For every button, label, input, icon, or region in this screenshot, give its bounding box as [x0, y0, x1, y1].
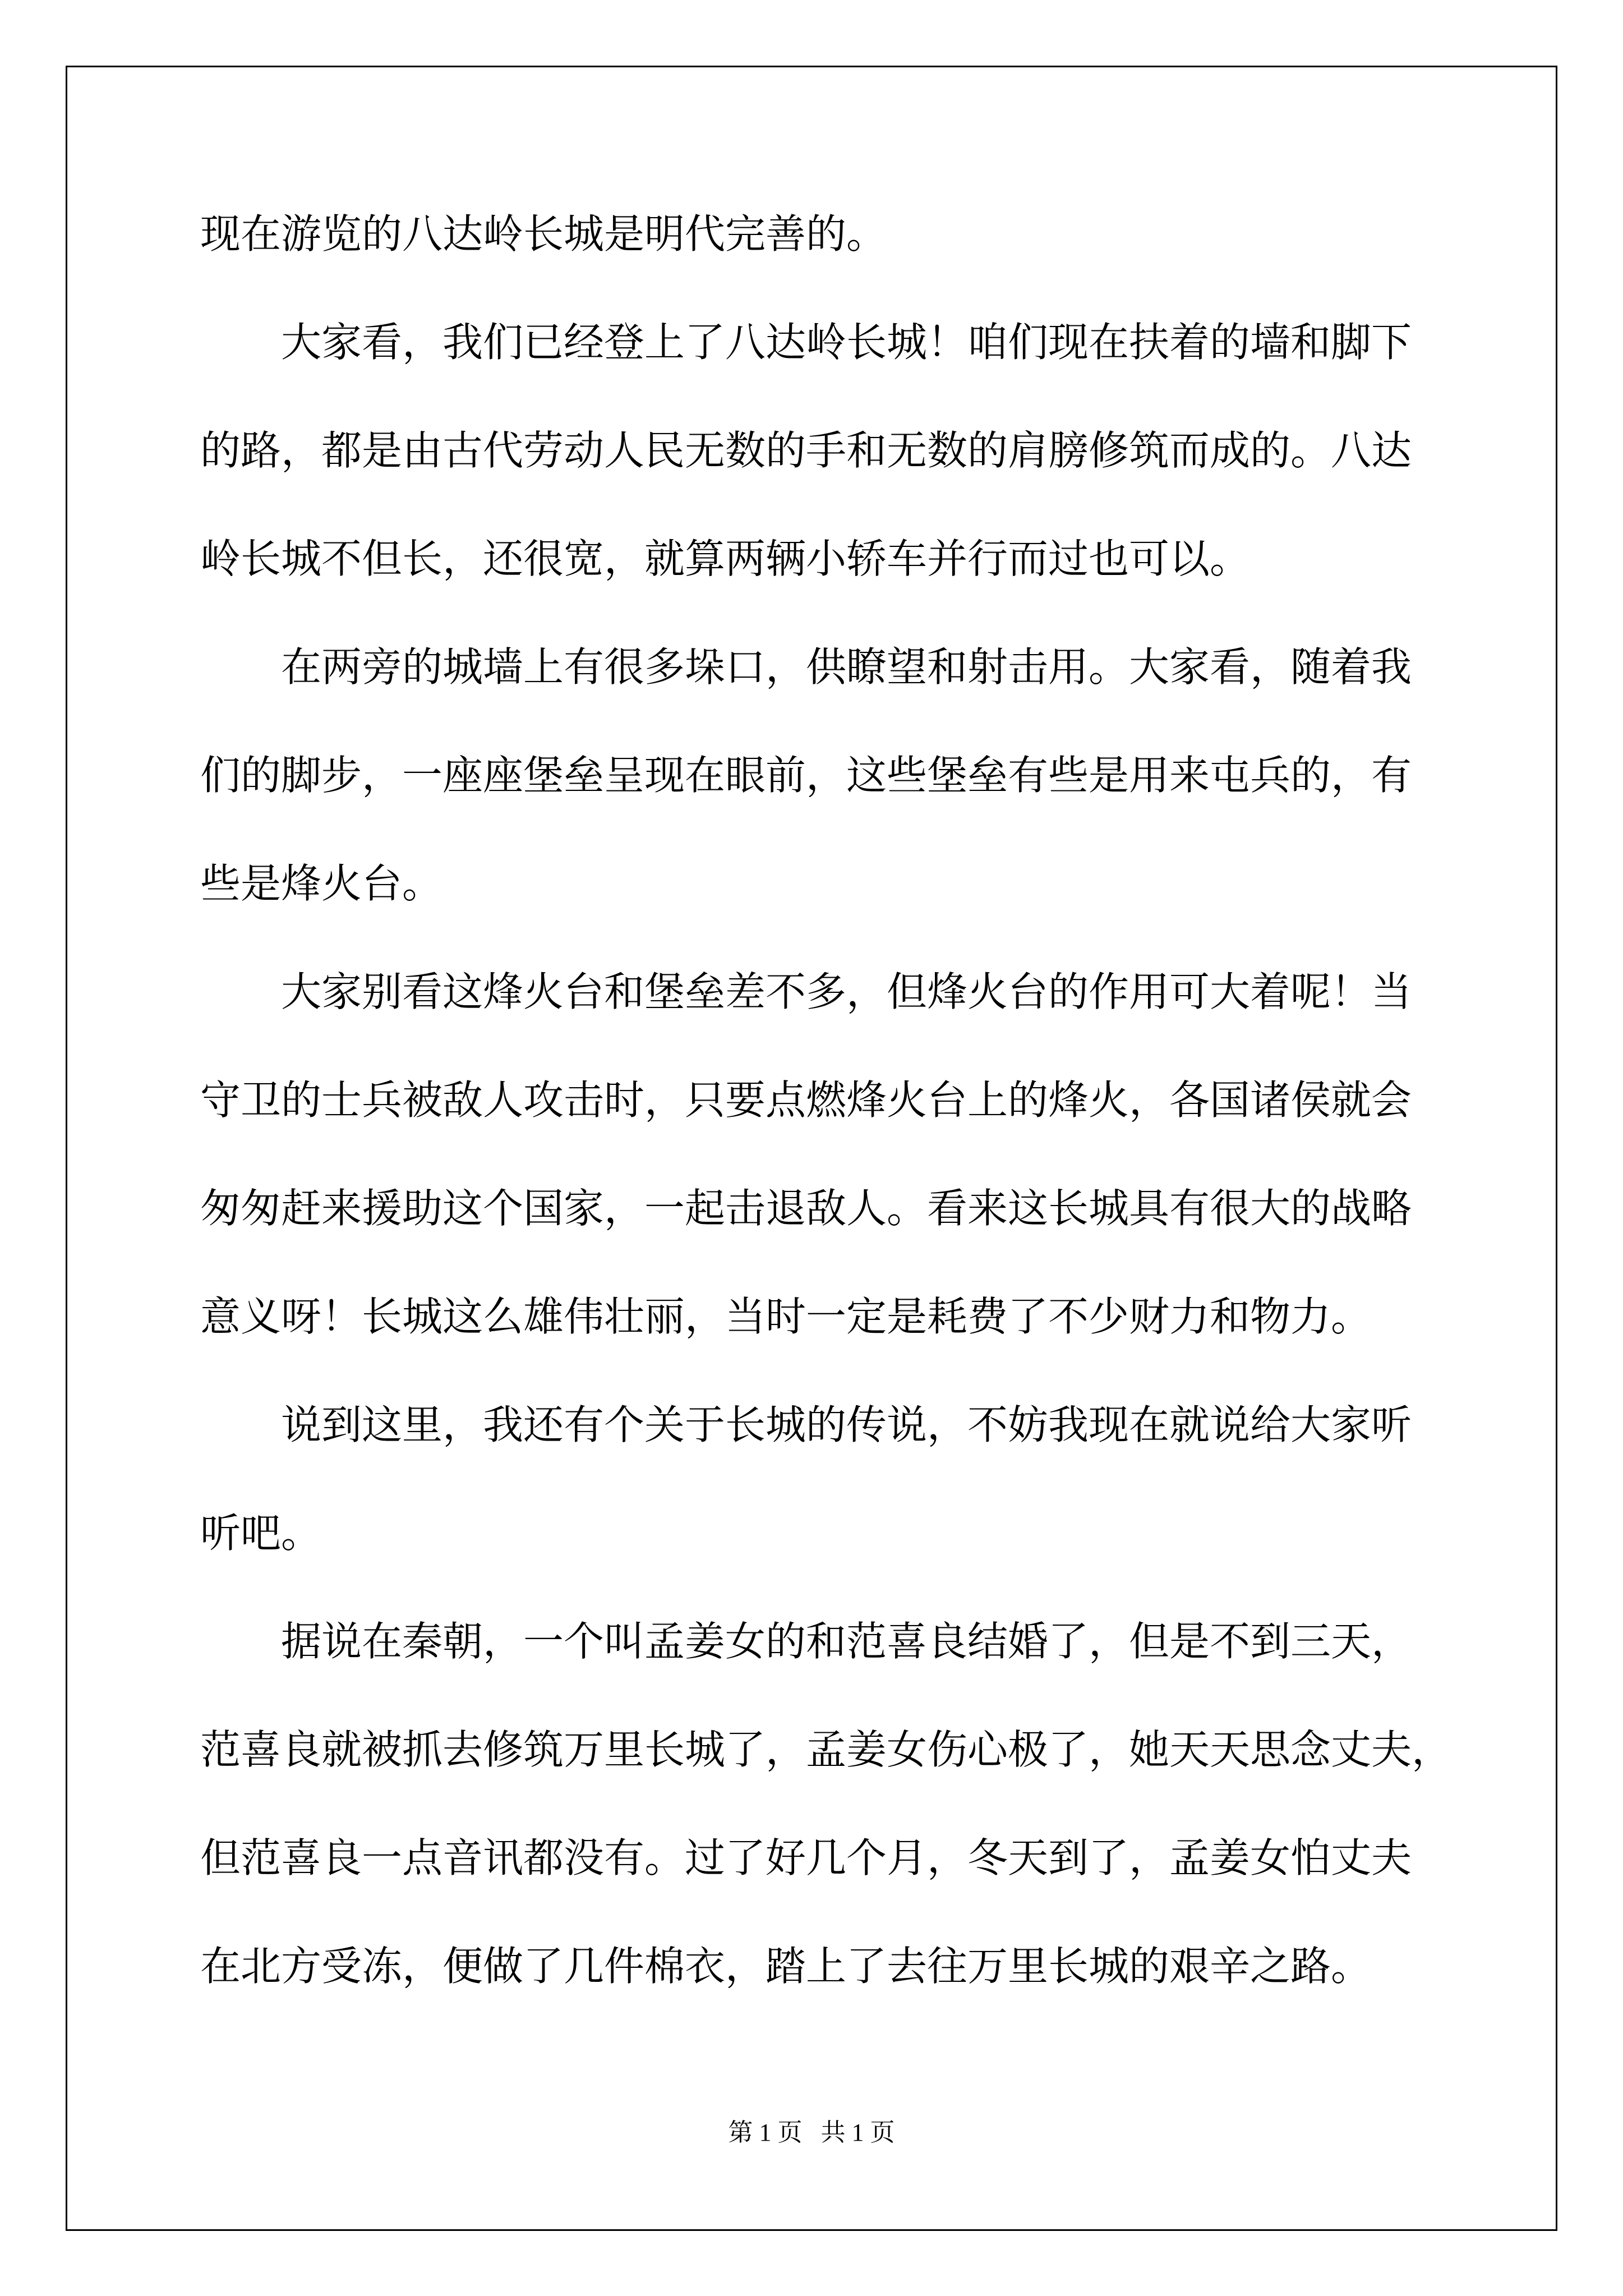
page-number-footer: 第 1 页 共 1 页 — [728, 2119, 895, 2146]
text-line: 些是烽火台。 — [200, 860, 443, 907]
text-line: 守卫的士兵被敌人攻击时，只要点燃烽火台上的烽火，各国诸侯就会 — [200, 1076, 1412, 1124]
text-line: 据说在秦朝，一个叫孟姜女的和范喜良结婚了，但是不到三天， — [200, 1618, 1412, 1665]
text-line: 匆匆赶来援助这个国家，一起击退敌人。看来这长城具有很大的战略 — [200, 1185, 1412, 1232]
text-line: 在两旁的城墙上有很多垛口，供瞭望和射击用。大家看，随着我 — [200, 643, 1412, 691]
text-line: 现在游览的八达岭长城是明代完善的。 — [200, 210, 887, 257]
text-line: 的路，都是由古代劳动人民无数的手和无数的肩膀修筑而成的。八达 — [200, 427, 1412, 474]
text-line: 意义呀！长城这么雄伟壮丽，当时一定是耗费了不少财力和物力。 — [200, 1293, 1372, 1340]
text-line: 大家别看这烽火台和堡垒差不多，但烽火台的作用可大着呢！当 — [200, 968, 1412, 1015]
text-line: 但范喜良一点音讯都没有。过了好几个月，冬天到了，孟姜女怕丈夫 — [200, 1834, 1412, 1881]
document-body — [200, 208, 1484, 2048]
text-line: 范喜良就被抓去修筑万里长城了，孟姜女伤心极了，她天天思念丈夫， — [200, 1726, 1453, 1773]
text-line: 听吧。 — [200, 1510, 322, 1557]
text-line: 说到这里，我还有个关于长城的传说，不妨我现在就说给大家听 — [200, 1401, 1412, 1448]
text-line: 大家看，我们已经登上了八达岭长城！咱们现在扶着的墙和脚下 — [200, 319, 1412, 366]
text-line: 们的脚步，一座座堡垒呈现在眼前，这些堡垒有些是用来屯兵的，有 — [200, 752, 1412, 799]
text-line: 在北方受冻，便做了几件棉衣，踏上了去往万里长城的艰辛之路。 — [200, 1943, 1372, 1990]
text-line: 岭长城不但长，还很宽，就算两辆小轿车并行而过也可以。 — [200, 535, 1251, 582]
